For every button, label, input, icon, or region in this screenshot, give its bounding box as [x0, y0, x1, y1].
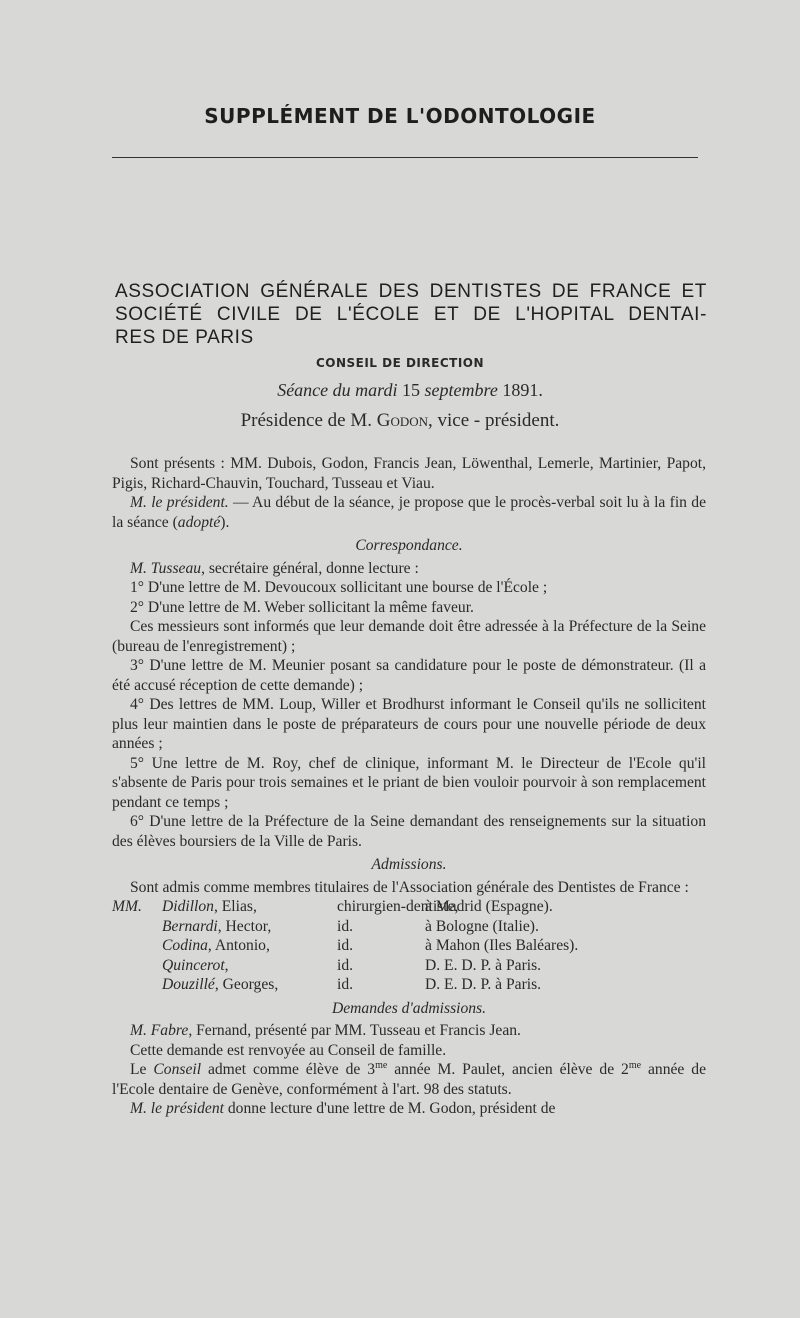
- correspondance-title: Correspondance.: [355, 537, 463, 554]
- conseil-end: année de l'Ecole dentaire de Genève, conformément à l'art. 98 des statuts.: [112, 1061, 706, 1098]
- member-role: id.: [337, 937, 354, 954]
- member-firstname: , Antonio,: [207, 937, 270, 954]
- member-place: D. E. D. P. à Paris.: [425, 976, 542, 993]
- correspondance-item: 2° D'une lettre de M. Weber sollicitant la même faveur.: [130, 598, 474, 616]
- minutes-body: [112, 454, 706, 1119]
- member-role: chirurgien-dentiste,: [337, 898, 459, 915]
- last-speaker: M. le président: [130, 1100, 224, 1117]
- member-name: [162, 917, 337, 937]
- conseil-mid: admet comme élève de 3: [201, 1061, 376, 1078]
- council-subheading: CONSEIL DE DIRECTION: [315, 356, 485, 370]
- member-firstname: , Hector,: [217, 917, 272, 935]
- fabre-paragraph: [112, 1021, 706, 1041]
- conseil-mid2: année M. Paulet, ancien élève de 2: [387, 1061, 629, 1078]
- member-row: [112, 897, 706, 917]
- member-place: à Mahon (Iles Baléares).: [425, 937, 579, 954]
- correspondance-intro: [112, 559, 706, 579]
- presidence-suffix: , vice - président.: [428, 410, 560, 431]
- correspondance-item: 4° Des lettres de MM. Loup, Willer et Brodhurst informant le Conseil qu'ils ne sollicitent plus leur maintien dans le poste de préparateurs de cours pour une nouvelle période de deux années ;: [112, 696, 706, 752]
- member-name: [162, 897, 337, 917]
- heading-line-1: ASSOCIATION GÉNÉRALE DES DENTISTES DE FRANCE ET: [115, 281, 707, 302]
- presidence-name: Godon: [376, 410, 429, 431]
- ordinal-sup: me: [628, 1059, 642, 1071]
- member-place: D. E. D. P. à Paris.: [425, 956, 542, 974]
- presidence-line: [0, 410, 800, 432]
- correspondance-speaker: M. Tusseau: [130, 559, 202, 577]
- admissions-title: Admissions.: [371, 856, 447, 873]
- member-place: à Bologne (Italie).: [425, 917, 539, 935]
- president-text: — Au début de la séance, je propose que le procès-verbal soit lu à la fin de la séance (: [112, 494, 706, 531]
- fabre-speaker: M. Fabre: [130, 1022, 189, 1039]
- session-month: septembre: [424, 380, 498, 400]
- presidence-prefix: Présidence de M.: [240, 410, 372, 431]
- member-name: [162, 975, 337, 995]
- member-row: [112, 975, 706, 995]
- member-row: [112, 917, 706, 937]
- adopte-text: adopté: [177, 513, 221, 531]
- member-role: id.: [337, 917, 354, 935]
- presents-paragraph: Sont présents : MM. Dubois, Godon, Francis Jean, Löwenthal, Lemerle, Martinier, Papot, Pigis, Richard-Chauvin, Touchard, Tusseau et Viau.: [112, 455, 706, 492]
- member-firstname: , Elias,: [213, 898, 257, 915]
- correspondance-intro-text: , secrétaire général, donne lecture :: [201, 559, 419, 577]
- correspondance-item: Ces messieurs sont informés que leur demande doit être adressée à la Préfecture de la Seine (bureau de l'enregistrement) ;: [112, 618, 706, 655]
- renvoi-paragraph: Cette demande est renvoyée au Conseil de famille.: [130, 1041, 447, 1059]
- correspondance-item: 5° Une lettre de M. Roy, chef de clinique, informant M. le Directeur de l'Ecole qu'il s'absente de Paris pour trois semaines et le priant de bien vouloir pourvoir à son remplacement pendant ce temps ;: [112, 754, 706, 811]
- demandes-title: Demandes d'admissions.: [331, 999, 487, 1017]
- conseil-word: Conseil: [153, 1061, 202, 1078]
- running-head: SUPPLÉMENT DE L'ODONTOLOGIE: [204, 104, 596, 128]
- member-surname: Didillon: [162, 898, 214, 915]
- member-role: id.: [337, 956, 354, 974]
- conseil-pre: Le: [130, 1061, 154, 1078]
- member-surname: Bernardi: [162, 917, 218, 935]
- member-name: [162, 936, 337, 956]
- correspondance-item: 1° D'une lettre de M. Devoucoux sollicitant une bourse de l'École ;: [130, 579, 548, 596]
- member-prefix: [112, 956, 162, 976]
- president-paragraph: [112, 493, 706, 532]
- member-prefix: [112, 975, 162, 995]
- session-day: 15: [402, 380, 420, 400]
- member-surname: Codina: [162, 937, 208, 954]
- member-firstname: ,: [224, 956, 229, 974]
- correspondance-item: 3° D'une lettre de M. Meunier posant sa candidature pour le poste de démonstrateur. (Il a été accusé réception de cette demande) ;: [112, 657, 706, 694]
- admissions-intro: Sont admis comme membres titulaires de l'Association générale des Dentistes de France :: [130, 878, 689, 896]
- header-rule: [112, 157, 698, 158]
- member-prefix: [112, 917, 162, 937]
- member-surname: Quincerot: [162, 956, 225, 974]
- heading-line-2: SOCIÉTÉ CIVILE DE L'ÉCOLE ET DE L'HOPITAL DENTAI-: [115, 304, 707, 325]
- member-prefix: MM.: [112, 898, 142, 915]
- correspondance-item: 6° D'une lettre de la Préfecture de la Seine demandant des renseignements sur la situation des élèves boursiers de la Ville de Paris.: [112, 813, 706, 850]
- member-row: [112, 936, 706, 956]
- session-date: [0, 380, 800, 401]
- adopte-close: ).: [220, 513, 230, 531]
- member-prefix: [112, 936, 162, 956]
- fabre-text: , Fernand, présenté par MM. Tusseau et Francis Jean.: [188, 1022, 521, 1039]
- member-firstname: , Georges,: [214, 976, 279, 993]
- session-year: 1891.: [502, 380, 543, 400]
- member-name: [162, 956, 337, 976]
- conseil-paragraph: [112, 1060, 706, 1099]
- association-heading: [115, 280, 707, 349]
- member-surname: Douzillé: [162, 976, 215, 993]
- ordinal-sup: me: [375, 1059, 388, 1071]
- last-text: donne lecture d'une lettre de M. Godon, président de: [223, 1100, 556, 1117]
- member-role: id.: [337, 976, 354, 993]
- member-place: à Madrid (Espagne).: [425, 898, 553, 915]
- member-row: [112, 956, 706, 976]
- session-prefix: Séance du mardi: [277, 380, 398, 400]
- heading-line-3: RES DE PARIS: [115, 327, 254, 348]
- president-speaker: M. le président.: [130, 494, 229, 511]
- last-paragraph: [112, 1099, 706, 1119]
- members-list: [112, 897, 706, 995]
